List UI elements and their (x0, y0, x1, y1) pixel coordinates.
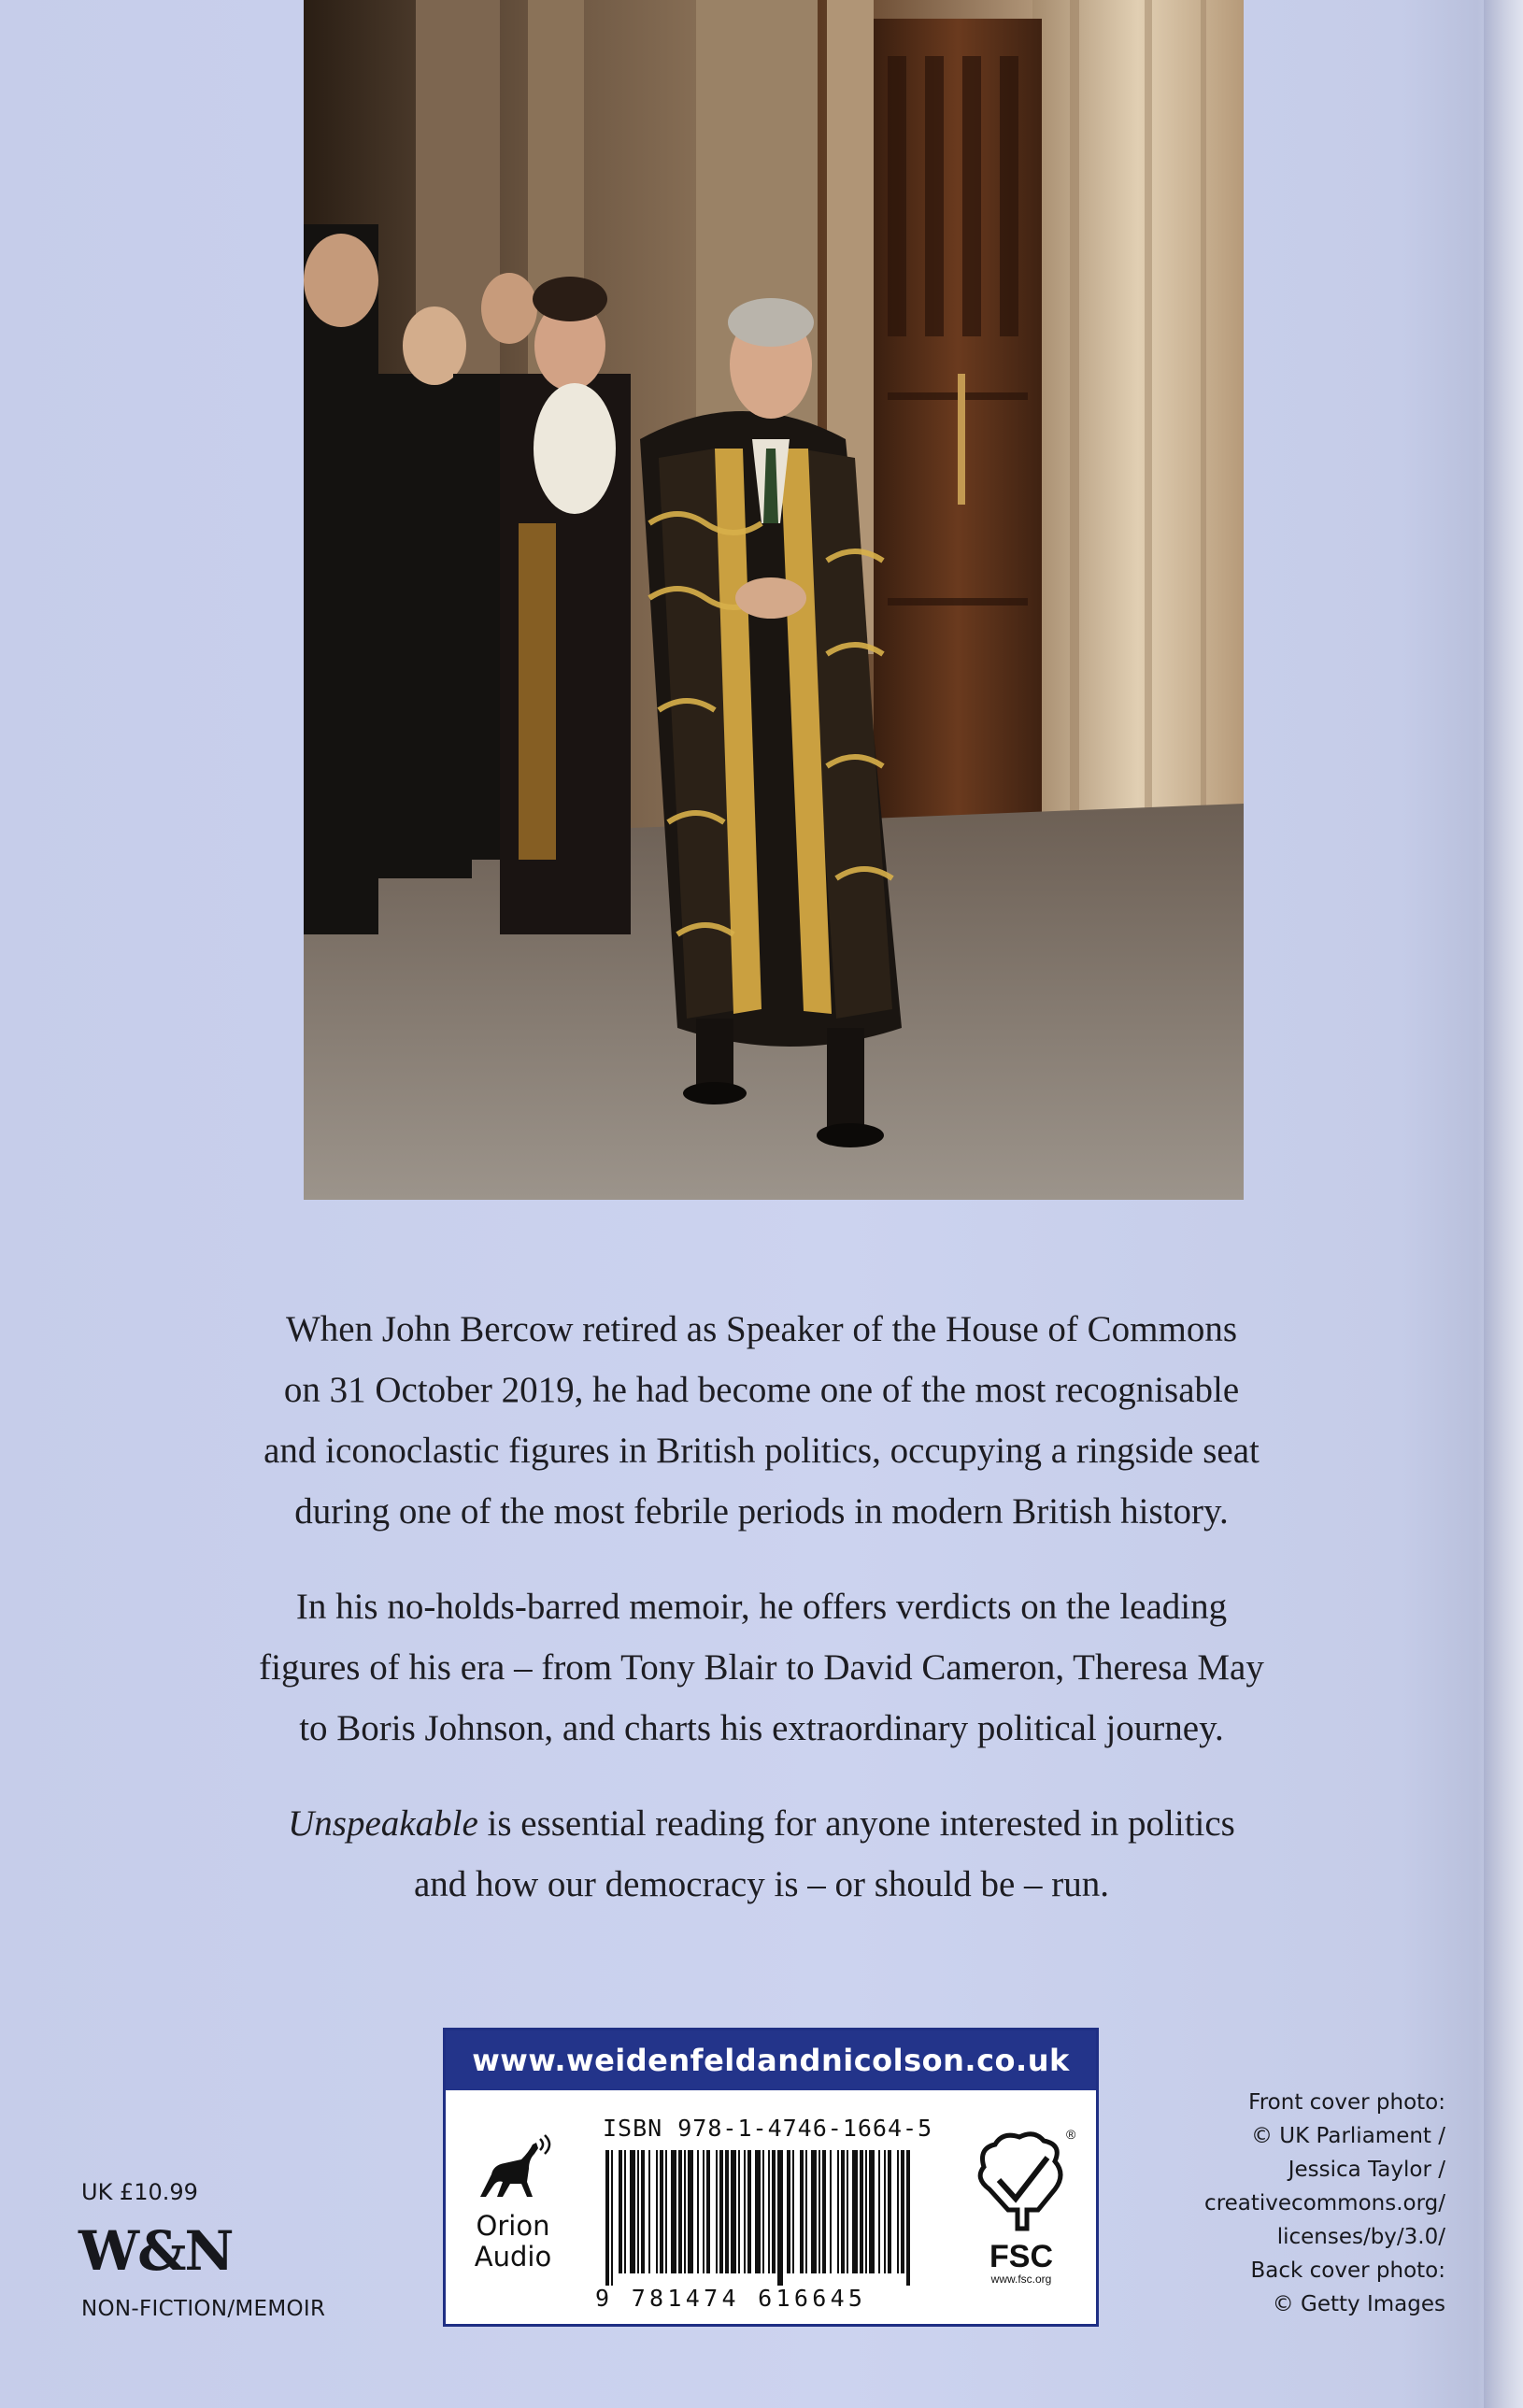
credit-line: © UK Parliament / (1250, 2124, 1445, 2148)
barcode-bar (852, 2150, 858, 2273)
barcode-bar (611, 2150, 613, 2286)
barcode-bar (777, 2150, 783, 2286)
barcode-bar (678, 2150, 682, 2273)
barcode-bar (719, 2150, 723, 2273)
blurb-line: When John Bercow retired as Speaker of the House of Commons (285, 1309, 1238, 1349)
orion-audio-logo (466, 2131, 560, 2273)
barcode-bar (837, 2150, 839, 2273)
barcode-bar (725, 2150, 729, 2273)
barcode-bar (847, 2150, 848, 2273)
barcode-bar (744, 2150, 746, 2273)
orion-line-2: Audio (474, 2241, 552, 2273)
barcode-bar (841, 2150, 845, 2273)
barcode-bar (641, 2150, 645, 2273)
page-edge (1484, 0, 1523, 2408)
publisher-url[interactable]: www.weidenfeldandnicolson.co.uk (446, 2030, 1096, 2090)
barcode-bar (697, 2150, 699, 2273)
barcode-bar (671, 2150, 676, 2273)
genre-label: NON-FICTION/MEMOIR (81, 2297, 326, 2321)
blurb-line: In his no-holds-barred memoir, he offers verdicts on the leading (295, 1587, 1228, 1627)
barcode-bar (805, 2150, 807, 2273)
barcode-bar (878, 2150, 880, 2273)
back-cover-photo (304, 0, 1244, 1200)
credit-line: creativecommons.org/ (1204, 2191, 1445, 2216)
blurb-paragraph-2 (140, 1576, 1383, 1759)
book-title: Unspeakable (288, 1803, 478, 1844)
credit-line: Jessica Taylor / (1288, 2158, 1445, 2182)
blurb-line: during one of the most febrile periods in modern British history. (294, 1491, 1229, 1532)
price: UK £10.99 (81, 2179, 198, 2205)
credit-line: licenses/by/3.0/ (1276, 2225, 1445, 2249)
barcode-bar (656, 2150, 658, 2273)
barcode-bar (768, 2150, 770, 2273)
barcode-bar (869, 2150, 875, 2273)
blurb-line: and iconoclastic figures in British politics, occupying a ringside seat (263, 1431, 1260, 1471)
barcode-bar (716, 2150, 718, 2273)
barcode-bar (738, 2150, 740, 2273)
barcode-bar (888, 2150, 891, 2273)
barcode-panel (443, 2028, 1099, 2327)
barcode-bar (822, 2150, 826, 2273)
barcode-bar (787, 2150, 790, 2273)
barcode-bar (731, 2150, 736, 2273)
barcode-bar (747, 2150, 751, 2273)
blurb-paragraph-1 (140, 1299, 1383, 1542)
barcode-bar (772, 2150, 776, 2273)
blurb-text: is essential reading for anyone interested in politics (477, 1803, 1235, 1844)
orion-line-1: Orion (476, 2210, 550, 2242)
barcode-bar (688, 2150, 693, 2273)
barcode-bar (630, 2150, 635, 2273)
barcode-bar (619, 2150, 622, 2273)
registered-mark: ® (1066, 2127, 1076, 2142)
barcode-bar (660, 2150, 663, 2273)
photo-credits (1146, 2086, 1445, 2321)
barcode-bar (818, 2150, 820, 2273)
barcode-bar (865, 2150, 867, 2273)
isbn-label: ISBN 978-1-4746-1664-5 (603, 2115, 933, 2142)
barcode-bar (706, 2150, 710, 2273)
barcode-bar (762, 2150, 764, 2273)
blurb-line: and how our democracy is – or should be – run. (413, 1864, 1110, 1904)
blurb-line (140, 1793, 1383, 1854)
barcode-bar (884, 2150, 886, 2273)
barcode-bar (800, 2150, 804, 2273)
barcode-bar (605, 2150, 609, 2286)
publisher-logo: W&N (78, 2219, 233, 2283)
barcode-bar (648, 2150, 650, 2273)
barcode-bar (665, 2150, 667, 2273)
barcode (600, 2150, 918, 2286)
greyhound-logo-icon (471, 2131, 555, 2206)
barcode-bar (811, 2150, 817, 2273)
fsc-label: FSC (989, 2239, 1053, 2274)
fsc-tree-checkmark-icon (961, 2124, 1081, 2236)
blurb (140, 1299, 1383, 1949)
blurb-paragraph-3 (140, 1793, 1383, 1915)
blurb-line: figures of his era – from Tony Blair to David Cameron, Theresa May (259, 1647, 1264, 1688)
barcode-bar (755, 2150, 761, 2273)
speaker-procession-illustration (304, 0, 1244, 1200)
barcode-bar (684, 2150, 686, 2273)
blurb-line: on 31 October 2019, he had become one of the most recognisable (283, 1370, 1240, 1410)
fsc-url: www.fsc.org (990, 2273, 1052, 2286)
barcode-bar (830, 2150, 832, 2273)
barcode-bar (860, 2150, 863, 2273)
barcode-bar (906, 2150, 910, 2286)
blurb-line: to Boris Johnson, and charts his extraordinary political journey. (299, 1708, 1224, 1748)
barcode-bar (703, 2150, 705, 2273)
barcode-bar (792, 2150, 794, 2273)
barcode-bar (897, 2150, 899, 2273)
credit-line: Back cover photo: (1250, 2258, 1445, 2283)
credit-line: Front cover photo: (1248, 2090, 1445, 2115)
barcode-bar (624, 2150, 626, 2273)
barcode-digits: 9 781474 616645 (595, 2285, 867, 2312)
barcode-bar (637, 2150, 639, 2273)
fsc-logo (961, 2124, 1081, 2286)
credit-line: © Getty Images (1272, 2292, 1445, 2316)
barcode-bar (901, 2150, 904, 2273)
